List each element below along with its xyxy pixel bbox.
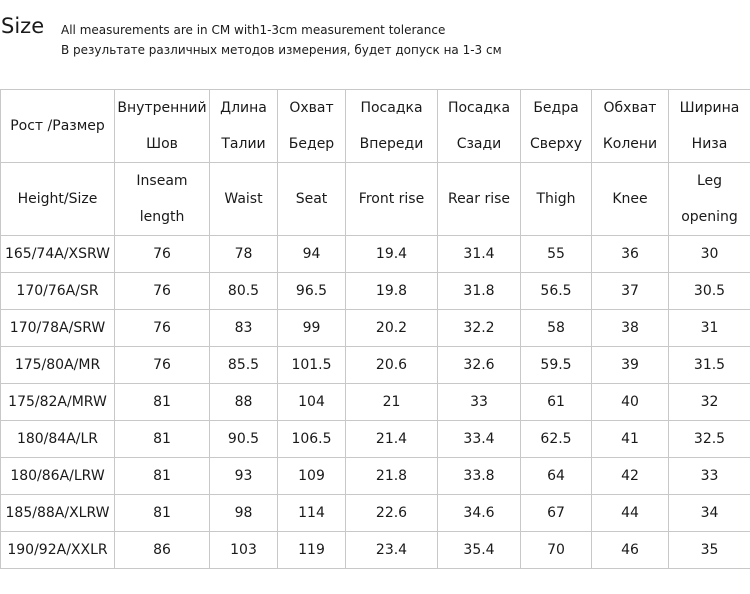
measurement-cell: 35.4: [438, 532, 521, 569]
header-ru-label: Ширина: [679, 100, 740, 116]
measurement-cell: 39: [592, 347, 669, 384]
measurement-cell: 62.5: [521, 421, 592, 458]
header-en-label: Inseam: [136, 173, 188, 189]
measurement-cell: 81: [115, 495, 210, 532]
header-ru-label: Внутренний: [117, 100, 207, 116]
size-table: [0, 89, 750, 569]
measurement-cell: 22.6: [346, 495, 438, 532]
measurement-cell: 37: [592, 273, 669, 310]
measurement-cell: 32.2: [438, 310, 521, 347]
measurement-cell: 81: [115, 458, 210, 495]
measurement-cell: 104: [278, 384, 346, 421]
measurement-cell: 59.5: [521, 347, 592, 384]
measurement-cell: 76: [115, 347, 210, 384]
measurement-cell: 67: [521, 495, 592, 532]
header-ru-label: Талии: [221, 136, 266, 152]
measurement-cell: 33.8: [438, 458, 521, 495]
header-ru-cell: [521, 90, 592, 163]
measurement-cell: 76: [115, 310, 210, 347]
measurement-cell: 114: [278, 495, 346, 532]
table-row: [1, 495, 750, 532]
header-ru-label: Посадка: [360, 100, 423, 116]
header-en-label: opening: [681, 209, 738, 225]
measurement-cell: 86: [115, 532, 210, 569]
header-ru-cell: [438, 90, 521, 163]
measurement-cell: 93: [210, 458, 278, 495]
header-ru-label: Сверху: [529, 136, 583, 152]
header-en-cell: [278, 163, 346, 236]
measurement-cell: 32.5: [669, 421, 750, 458]
measurement-cell: 31.5: [669, 347, 750, 384]
measurement-cell: 83: [210, 310, 278, 347]
header-en-row: [1, 163, 750, 236]
header-ru-label: Охват: [289, 100, 334, 116]
measurement-cell: 36: [592, 236, 669, 273]
header-ru-label: Впереди: [359, 136, 424, 152]
header-en-label: length: [139, 209, 185, 225]
table-row: [1, 273, 750, 310]
measurement-cell: 33: [438, 384, 521, 421]
table-row: [1, 347, 750, 384]
measurement-cell: 109: [278, 458, 346, 495]
measurement-cell: 21: [346, 384, 438, 421]
measurement-cell: 38: [592, 310, 669, 347]
measurement-cell: 85.5: [210, 347, 278, 384]
size-label-cell: 175/80A/MR: [1, 347, 115, 384]
measurement-cell: 31.8: [438, 273, 521, 310]
table-row: [1, 458, 750, 495]
measurement-cell: 90.5: [210, 421, 278, 458]
measurement-cell: 70: [521, 532, 592, 569]
header-en-label: Rear rise: [447, 191, 511, 207]
header-en-cell: [346, 163, 438, 236]
measurement-cell: 20.2: [346, 310, 438, 347]
header-en-label: Waist: [224, 191, 263, 207]
measurement-cell: 34: [669, 495, 750, 532]
measurement-cell: 33: [669, 458, 750, 495]
header-ru-row: [1, 90, 750, 163]
size-label-cell: 190/92A/XXLR: [1, 532, 115, 569]
header-ru-label: Длина: [220, 100, 267, 116]
header-ru-label: Колени: [602, 136, 658, 152]
header-en-label: Height/Size: [17, 191, 98, 207]
header-en-cell: [210, 163, 278, 236]
measurement-cell: 103: [210, 532, 278, 569]
measurement-cell: 42: [592, 458, 669, 495]
measurement-cell: 19.4: [346, 236, 438, 273]
measurement-cell: 88: [210, 384, 278, 421]
header-en-label: Seat: [295, 191, 328, 207]
header-ru-cell: [1, 90, 115, 163]
measurement-cell: 81: [115, 384, 210, 421]
measurement-cell: 106.5: [278, 421, 346, 458]
measurement-cell: 32.6: [438, 347, 521, 384]
table-row: [1, 421, 750, 458]
measurement-cell: 81: [115, 421, 210, 458]
measurement-cell: 61: [521, 384, 592, 421]
measurement-cell: 76: [115, 236, 210, 273]
header-en-label: Leg: [696, 173, 723, 189]
table-row: [1, 310, 750, 347]
size-label-cell: 170/78A/SRW: [1, 310, 115, 347]
measurement-cell: 96.5: [278, 273, 346, 310]
measurement-cell: 98: [210, 495, 278, 532]
header-ru-label: Шов: [146, 136, 178, 152]
measurement-cell: 119: [278, 532, 346, 569]
header-ru-cell: [278, 90, 346, 163]
measurement-cell: 44: [592, 495, 669, 532]
header-en-cell: [592, 163, 669, 236]
measurement-cell: 21.4: [346, 421, 438, 458]
header-ru-label: Сзади: [456, 136, 502, 152]
header-ru-label: Низа: [691, 136, 728, 152]
header-ru-cell: [346, 90, 438, 163]
measurement-cell: 99: [278, 310, 346, 347]
size-label-cell: 185/88A/XLRW: [1, 495, 115, 532]
table-row: [1, 236, 750, 273]
header-ru-label: Бедра: [533, 100, 579, 116]
measurement-cell: 31.4: [438, 236, 521, 273]
measurement-cell: 34.6: [438, 495, 521, 532]
table-row: [1, 532, 750, 569]
measurement-cell: 76: [115, 273, 210, 310]
measurement-cell: 64: [521, 458, 592, 495]
measurement-cell: 78: [210, 236, 278, 273]
header-en-cell: [115, 163, 210, 236]
header-ru-label: Посадка: [447, 100, 511, 116]
measurement-cell: 33.4: [438, 421, 521, 458]
measurement-cell: 58: [521, 310, 592, 347]
header-ru-cell: [592, 90, 669, 163]
measurement-cell: 41: [592, 421, 669, 458]
size-label-cell: 165/74A/XSRW: [1, 236, 115, 273]
measurement-cell: 56.5: [521, 273, 592, 310]
measurement-cell: 55: [521, 236, 592, 273]
header-en-label: Front rise: [358, 191, 425, 207]
page-title: Size: [1, 14, 45, 38]
measurement-cell: 23.4: [346, 532, 438, 569]
header-ru-label: Бедер: [288, 136, 335, 152]
header-en-cell: [669, 163, 750, 236]
size-label-cell: 175/82A/MRW: [1, 384, 115, 421]
measurement-cell: 80.5: [210, 273, 278, 310]
measurement-cell: 35: [669, 532, 750, 569]
header-en-cell: [438, 163, 521, 236]
measurement-cell: 31: [669, 310, 750, 347]
header-ru-cell: [210, 90, 278, 163]
measurement-cell: 30: [669, 236, 750, 273]
header-en-label: Knee: [612, 191, 648, 207]
measurement-cell: 40: [592, 384, 669, 421]
measurement-cell: 20.6: [346, 347, 438, 384]
header-ru-cell: [669, 90, 750, 163]
table-row: [1, 384, 750, 421]
measurement-cell: 94: [278, 236, 346, 273]
measurement-cell: 46: [592, 532, 669, 569]
header-en-cell: [1, 163, 115, 236]
header-en-cell: [521, 163, 592, 236]
measurement-cell: 101.5: [278, 347, 346, 384]
size-label-cell: 180/86A/LRW: [1, 458, 115, 495]
size-label-cell: 180/84A/LR: [1, 421, 115, 458]
header-en-label: Thigh: [536, 191, 576, 207]
measurement-cell: 32: [669, 384, 750, 421]
size-label-cell: 170/76A/SR: [1, 273, 115, 310]
measurement-cell: 21.8: [346, 458, 438, 495]
header-ru-cell: [115, 90, 210, 163]
measurement-note-ru: В результате различных методов измерения, будет допуск на 1-3 см: [61, 43, 502, 57]
header-ru-label: Обхват: [603, 100, 657, 116]
measurement-note-en: All measurements are in CM with1-3cm measurement tolerance: [61, 23, 446, 37]
measurement-cell: 19.8: [346, 273, 438, 310]
header-ru-label: Рост /Размер: [10, 118, 105, 134]
measurement-cell: 30.5: [669, 273, 750, 310]
